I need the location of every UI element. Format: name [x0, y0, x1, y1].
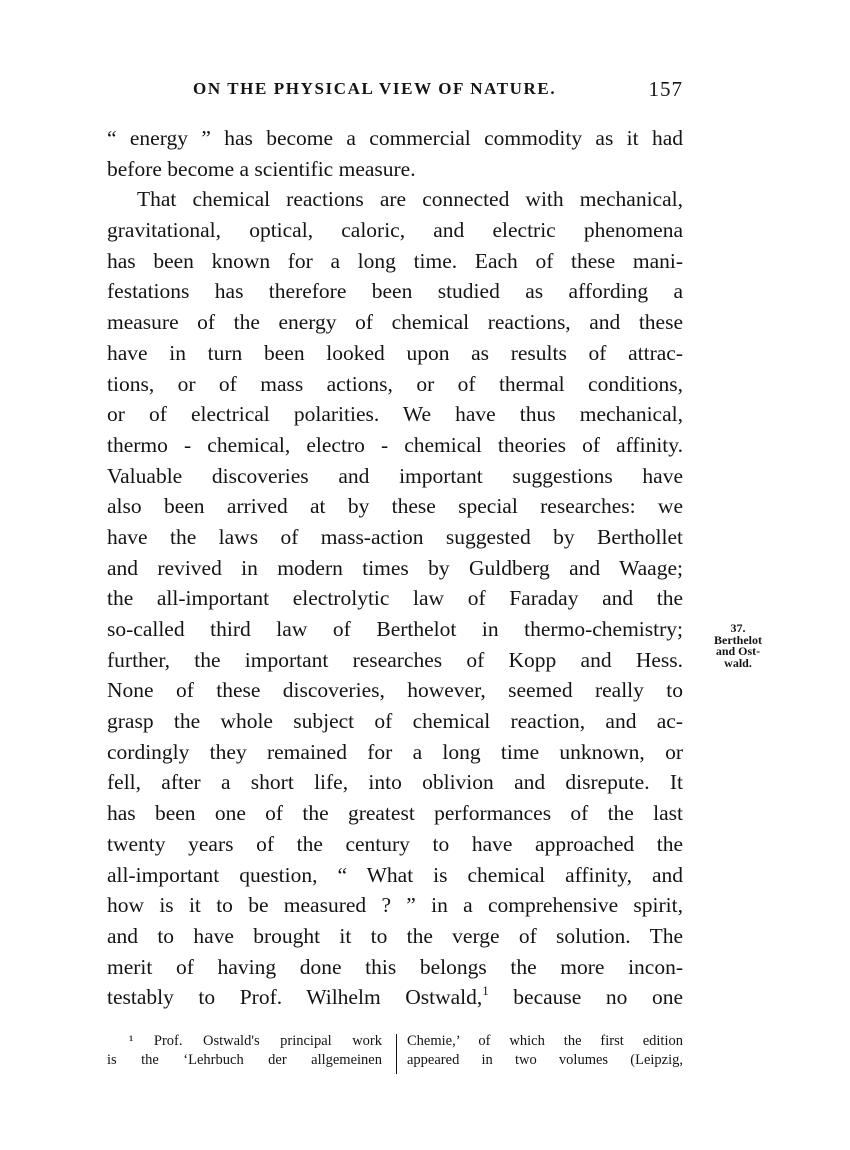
footnote-left-column	[107, 1032, 382, 1070]
text-line: all-important question, “ What is chemical affinity, and	[107, 862, 683, 887]
footnote-line: Chemie,’ of which the first edition	[407, 1033, 683, 1049]
text-segment: testably to Prof. Wilhelm Ostwald,	[107, 985, 483, 1010]
text-line: have the laws of mass-action suggested by Berthollet	[107, 524, 683, 549]
footnote	[107, 1032, 683, 1076]
text-line: the all-important electrolytic law of Faraday and the	[107, 586, 683, 611]
margin-note	[690, 623, 786, 669]
margin-note-line: Berthelot	[714, 632, 762, 647]
text-line: or of electrical polarities. We have thus mechanical,	[107, 402, 683, 427]
text-line: has been known for a long time. Each of these mani-	[107, 248, 683, 273]
running-title: ON THE PHYSICAL VIEW OF NATURE.	[193, 79, 557, 98]
text-line: grasp the whole subject of chemical reaction, and ac-	[107, 709, 683, 734]
text-line: cordingly they remained for a long time unknown, or	[107, 739, 683, 764]
text-line: That chemical reactions are connected with mechanical,	[137, 187, 683, 212]
text-line: gravitational, optical, caloric, and electric phenomena	[107, 218, 683, 243]
text-line: how is it to be measured ? ” in a comprehensive spirit,	[107, 893, 683, 918]
text-line: and revived in modern times by Guldberg and Waage;	[107, 555, 683, 580]
running-header	[107, 74, 683, 104]
text-line: merit of having done this belongs the more incon-	[107, 954, 683, 979]
footnote-line: is the ‘Lehrbuch der allgemeinen	[107, 1052, 382, 1068]
footnote-line: ¹ Prof. Ostwald's principal work	[129, 1033, 382, 1049]
text-line: further, the important researches of Kopp and Hess.	[107, 647, 683, 672]
margin-note-line: and Ost-	[715, 644, 761, 658]
text-line: also been arrived at by these special researches: we	[107, 494, 683, 519]
text-line: has been one of the greatest performances of the last	[107, 801, 683, 826]
footnote-divider	[396, 1034, 397, 1074]
text-segment: because no one	[488, 985, 683, 1010]
text-line: Valuable discoveries and important suggestions have	[107, 463, 683, 488]
text-line: tions, or of mass actions, or of thermal conditions,	[107, 371, 683, 396]
footnote-marker: 1	[482, 984, 489, 999]
text-line: None of these discoveries, however, seemed really to	[107, 678, 683, 703]
body-text	[107, 123, 683, 1013]
text-line: and to have brought it to the verge of solution. The	[107, 923, 683, 948]
text-line: festations has therefore been studied as affording a	[107, 279, 683, 304]
footnote-right-column	[407, 1032, 683, 1070]
text-line: before become a scientific measure.	[107, 156, 416, 181]
text-line: measure of the energy of chemical reactions, and these	[107, 310, 683, 335]
margin-note-line: wald.	[724, 655, 752, 670]
margin-note-number: 37.	[730, 621, 746, 635]
text-line: thermo - chemical, electro - chemical theories of affinity.	[107, 432, 683, 457]
text-line: twenty years of the century to have approached the	[107, 831, 683, 856]
footnote-line: appeared in two volumes (Leipzig,	[407, 1052, 683, 1068]
text-line: “ energy ” has become a commercial commodity as it had	[107, 126, 683, 150]
text-line: fell, after a short life, into oblivion and disrepute. It	[107, 770, 683, 795]
text-line: have in turn been looked upon as results of attrac-	[107, 340, 683, 365]
text-line	[107, 982, 683, 1013]
text-line: so-called third law of Berthelot in thermo-chemistry;	[107, 617, 683, 641]
page-number: 157	[648, 77, 683, 101]
